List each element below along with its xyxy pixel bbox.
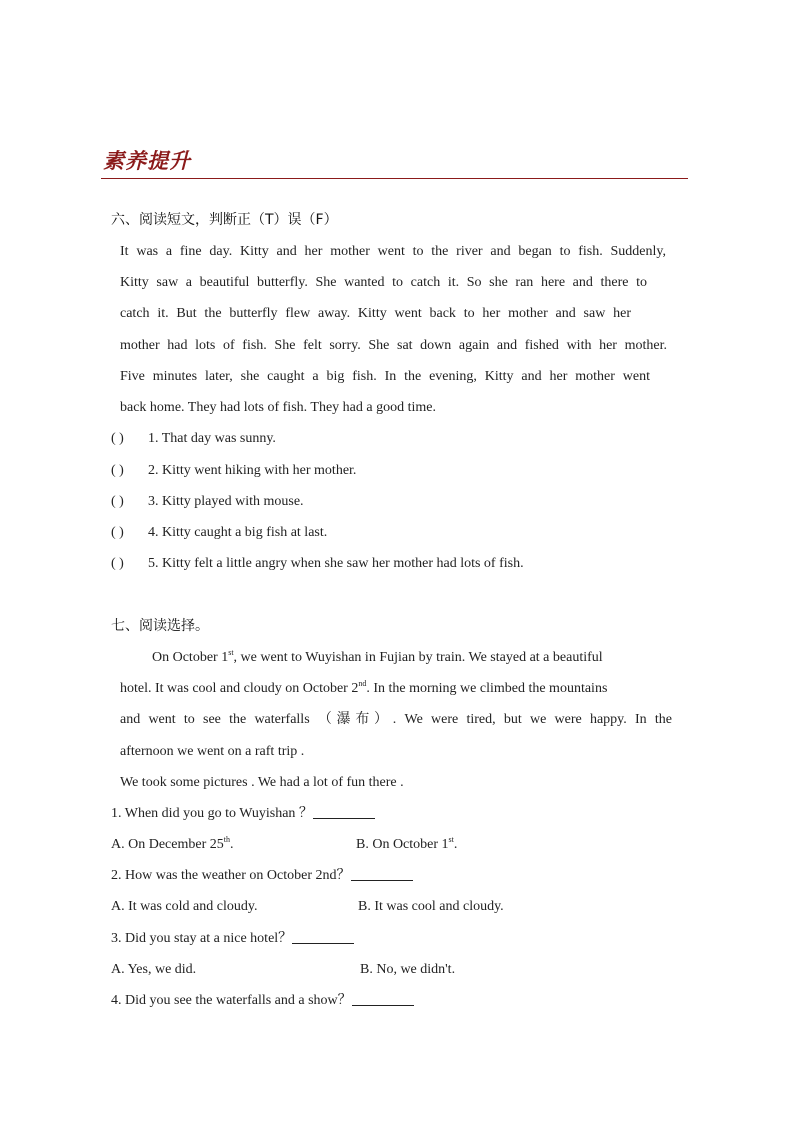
banner-title: 素养提升 xyxy=(103,149,191,173)
reading-line-5: We took some pictures . We had a lot of fun there . xyxy=(120,775,404,790)
mc-option-1b[interactable]: B. On October 1st. xyxy=(356,835,458,852)
banner-rule xyxy=(101,178,688,179)
judge-bracket-2[interactable]: ( ) xyxy=(111,463,124,478)
passage-line-6: back home. They had lots of fish. They had a good time. xyxy=(120,400,436,415)
section-banner xyxy=(101,143,688,179)
judge-question-5: 5. Kitty felt a little angry when she saw her mother had lots of fish. xyxy=(148,556,524,571)
reading-line-1: On October 1st, we went to Wuyishan in Fujian by train. We stayed at a beautiful xyxy=(152,648,603,665)
mc-option-3b[interactable]: B. No, we didn't. xyxy=(360,962,456,977)
judge-bracket-4[interactable]: ( ) xyxy=(111,525,124,540)
mc-option-2a[interactable]: A. It was cold and cloudy. xyxy=(111,899,258,914)
judge-question-4: 4. Kitty caught a big fish at last. xyxy=(148,525,328,540)
judge-question-3: 3. Kitty played with mouse. xyxy=(148,494,304,509)
judge-bracket-3[interactable]: ( ) xyxy=(111,494,124,509)
mc-question-1: 1. When did you go to Wuyishan ？ xyxy=(111,805,375,823)
section7-heading: 七、阅读选择。 xyxy=(111,618,209,634)
judge-question-1: 1. That day was sunny. xyxy=(148,431,276,446)
passage-line-1: It was a fine day. Kitty and her mother went to the river and began to fish. Suddenly, xyxy=(120,244,666,259)
mc-question-4: 4. Did you see the waterfalls and a show？ xyxy=(111,992,414,1010)
answer-blank-4[interactable] xyxy=(352,993,414,1006)
mc-option-2b[interactable]: B. It was cool and cloudy. xyxy=(358,899,504,914)
reading-line-3: and went to see the waterfalls （瀑布）. We were tired, but we were happy. In the xyxy=(120,712,672,727)
judge-question-2: 2. Kitty went hiking with her mother. xyxy=(148,463,357,478)
passage-line-3: catch it. But the butterfly flew away. Kitty went back to her mother and saw her xyxy=(120,306,631,321)
answer-blank-3[interactable] xyxy=(292,931,354,944)
judge-bracket-1[interactable]: ( ) xyxy=(111,431,124,446)
answer-blank-1[interactable] xyxy=(313,806,375,819)
section6-heading: 六、阅读短文，判断正（T）误（F） xyxy=(111,212,338,228)
passage-line-5: Five minutes later, she caught a big fish. In the evening, Kitty and her mother went xyxy=(120,369,650,384)
judge-bracket-5[interactable]: ( ) xyxy=(111,556,124,571)
mc-option-1a[interactable]: A. On December 25th. xyxy=(111,835,234,852)
mc-question-2: 2. How was the weather on October 2nd？ xyxy=(111,867,413,885)
passage-line-2: Kitty saw a beautiful butterfly. She wanted to catch it. So she ran here and there to xyxy=(120,275,647,290)
reading-line-2: hotel. It was cool and cloudy on October 2nd. In the morning we climbed the mountains xyxy=(120,679,608,696)
answer-blank-2[interactable] xyxy=(351,868,413,881)
mc-question-3: 3. Did you stay at a nice hotel？ xyxy=(111,930,354,948)
passage-line-4: mother had lots of fish. She felt sorry. She sat down again and fished with her mother. xyxy=(120,338,667,353)
reading-line-4: afternoon we went on a raft trip . xyxy=(120,744,305,759)
mc-option-3a[interactable]: A. Yes, we did. xyxy=(111,962,197,977)
